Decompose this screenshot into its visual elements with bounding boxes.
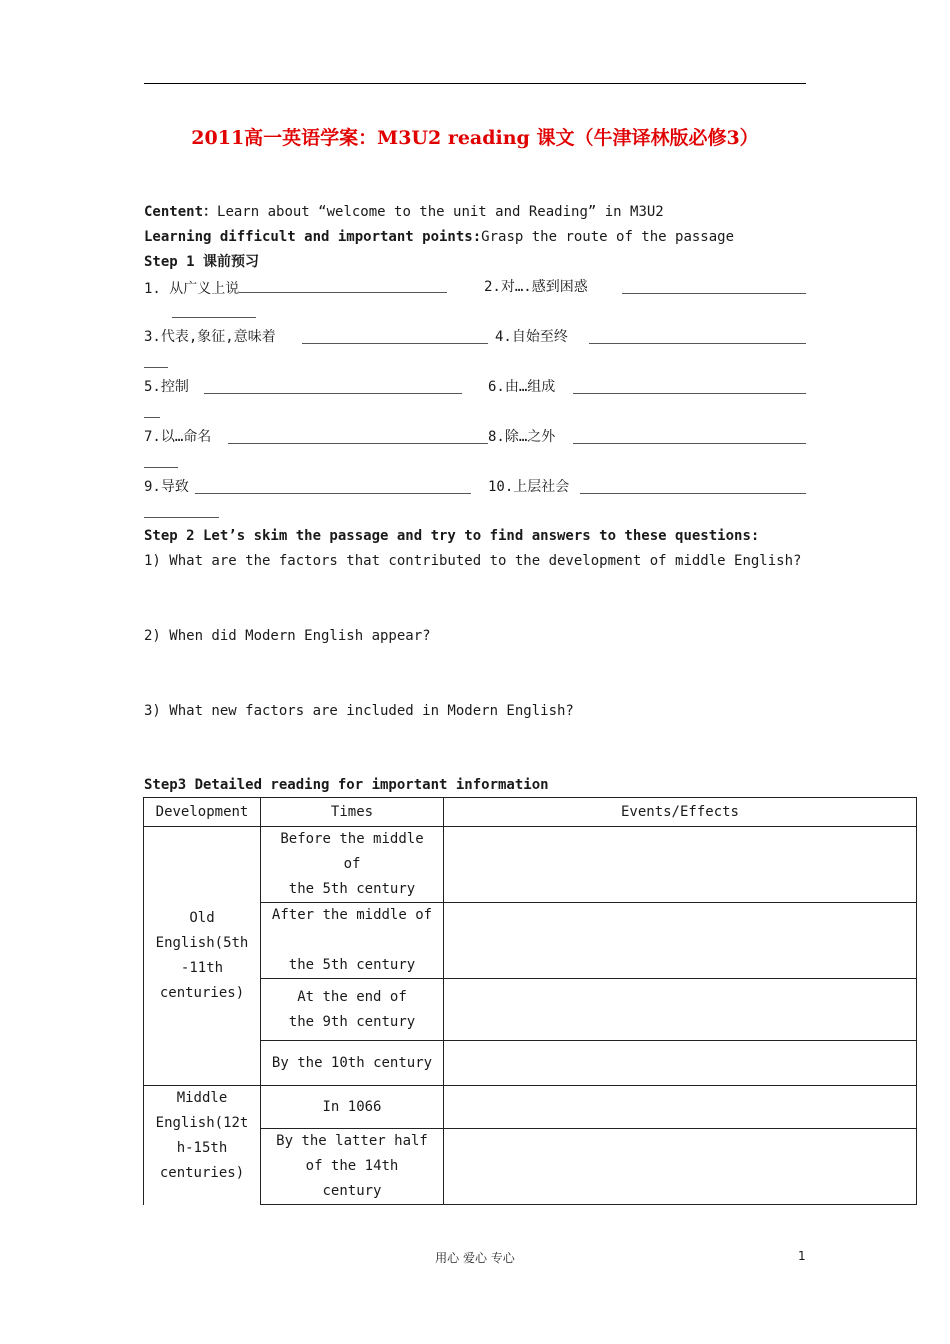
points-text: Grasp the route of the passage [481,229,735,245]
answer-blank[interactable] [589,343,806,344]
events-cell[interactable] [444,903,917,979]
answer-blank[interactable] [573,393,806,394]
header-times: Times [261,798,444,827]
vocab-item-8 [488,428,555,446]
question-1: 1) What are the factors that contributed to the development of middle English? [144,553,802,569]
step3-heading: Step3 Detailed reading for important information [144,777,549,793]
time-cell: After the middle of the 5th century [261,903,444,979]
content-text: Learn about “welcome to the unit and Reading” in M3U2 [217,204,664,220]
vocab-label: 6.由…组成 [488,379,556,395]
development-middle-english: Middle English(12t h-15th centuries) [144,1086,261,1205]
answer-blank-continued[interactable] [144,467,178,468]
table-row [144,827,917,903]
table-header-row [144,798,917,827]
answer-blank-continued[interactable] [144,517,219,518]
vocab-item-7 [144,428,211,446]
answer-blank[interactable] [239,278,447,293]
vocab-item-4 [495,328,568,346]
vocab-item-1 [144,278,447,298]
vocab-label: 9.导致 [144,479,189,495]
answer-blank[interactable] [302,343,488,344]
vocab-label: 10.上层社会 [488,479,570,495]
vocab-item-9 [144,478,189,496]
development-old-english: Old English(5th -11th centuries) [144,827,261,1086]
answer-blank[interactable] [573,443,806,444]
page-number: 1 [798,1249,806,1263]
question-3: 3) What new factors are included in Modern English? [144,703,574,719]
events-cell[interactable] [444,827,917,903]
answer-blank[interactable] [622,293,806,294]
development-table [143,797,917,1205]
answer-blank[interactable] [228,443,488,444]
page-footer: 用心 爱心 专心 [435,1251,515,1265]
vocab-label: 2.对….感到困惑 [484,279,588,295]
content-label: Centent： [144,204,218,220]
vocab-label: 8.除…之外 [488,429,556,445]
vocab-label: 5.控制 [144,379,189,395]
time-cell: By the 10th century [261,1041,444,1086]
answer-blank-continued[interactable] [144,367,168,368]
question-2: 2) When did Modern English appear? [144,628,431,644]
time-cell: In 1066 [261,1086,444,1129]
vocab-item-2 [484,278,588,296]
events-cell[interactable] [444,1129,917,1205]
step2-heading: Step 2 Let’s skim the passage and try to find answers to these questions: [144,528,760,544]
answer-blank[interactable] [195,493,471,494]
answer-blank[interactable] [204,393,462,394]
vocab-label: 3.代表,象征,意味着 [144,329,276,345]
header-events: Events/Effects [444,798,917,827]
vocab-item-3 [144,328,276,346]
answer-blank[interactable] [580,493,806,494]
answer-blank-continued[interactable] [172,317,256,318]
page-title: 2011高一英语学案：M3U2 reading 课文（牛津译林版必修3） [191,127,759,149]
content-line [144,203,664,221]
vocab-label: 1. 从广义上说 [144,281,240,297]
events-cell[interactable] [444,1041,917,1086]
time-cell: At the end of the 9th century [261,979,444,1041]
vocab-label: 7.以…命名 [144,429,212,445]
points-label: Learning difficult and important points: [144,229,482,245]
table-row [144,1086,917,1129]
time-cell: Before the middle of the 5th century [261,827,444,903]
events-cell[interactable] [444,979,917,1041]
header-rule [144,83,806,84]
vocab-item-6 [488,378,555,396]
answer-blank-continued[interactable] [144,417,160,418]
step1-heading: Step 1 课前预习 [144,254,260,270]
time-cell: By the latter half of the 14th century [261,1129,444,1205]
vocab-item-5 [144,378,189,396]
events-cell[interactable] [444,1086,917,1129]
vocab-label: 4.自始至终 [495,329,568,345]
header-development: Development [144,798,261,827]
points-line [144,228,734,246]
vocab-item-10 [488,478,569,496]
